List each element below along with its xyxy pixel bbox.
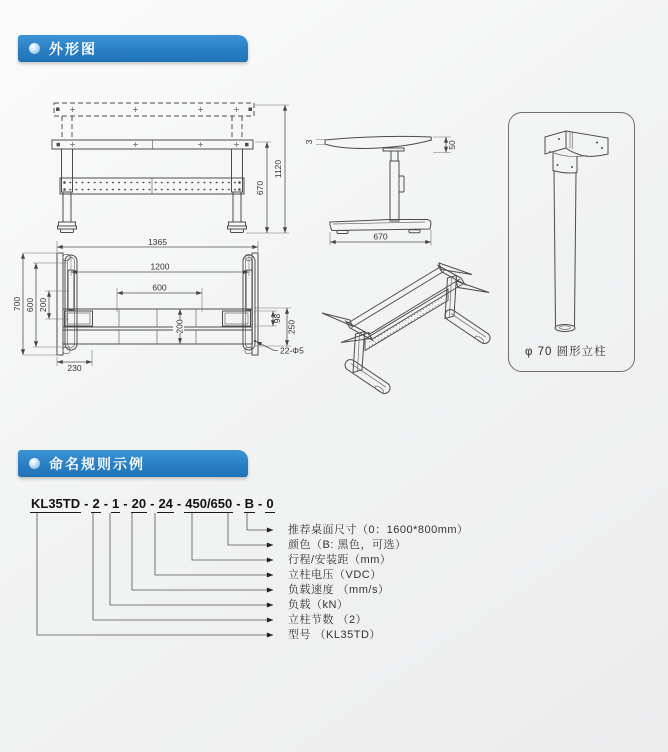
top-view-drawing xyxy=(12,237,315,374)
naming-label-stroke: 行程/安装距（mm） xyxy=(288,554,392,566)
bullet-icon xyxy=(29,43,40,54)
side-view-drawing xyxy=(305,103,470,253)
code-separator: - xyxy=(123,496,128,511)
dim-bracket-height: 98 xyxy=(272,313,282,324)
column-drawing xyxy=(509,113,636,373)
left-foot xyxy=(58,222,77,233)
naming-label-sections: 立柱节数 （2） xyxy=(288,614,368,626)
dim-foot-width: 230 xyxy=(67,363,82,373)
code-separator: - xyxy=(176,496,182,511)
dim-beam-width: 200 xyxy=(174,319,185,334)
right-foot xyxy=(228,222,247,233)
isometric-frame-drawing xyxy=(320,250,505,405)
code-separator: - xyxy=(103,496,109,511)
code-segment-model: KL35TD xyxy=(31,496,81,511)
code-separator: - xyxy=(257,496,263,511)
bullet-icon xyxy=(29,458,40,469)
naming-label-voltage: 立柱电压（VDC） xyxy=(288,569,382,581)
code-segment-load: 1 xyxy=(112,496,120,511)
dim-depth-total: 700 xyxy=(12,296,22,312)
code-segment-sections: 2 xyxy=(92,496,100,511)
dim-top-drop: 50 xyxy=(447,140,457,150)
dim-total-width: 1365 xyxy=(148,237,167,247)
code-segment-voltage: 24 xyxy=(158,496,173,511)
column-detail-panel xyxy=(508,112,635,372)
naming-label-load: 负载（kN） xyxy=(288,599,349,611)
dim-top-thickness: 3 xyxy=(304,139,314,145)
code-separator: - xyxy=(150,496,155,511)
code-separator: - xyxy=(236,496,241,511)
iso-right-foot xyxy=(443,307,493,346)
section-header-outline xyxy=(18,35,248,62)
naming-label-desktop-size: 推荐桌面尺寸（0：1600*800mm） xyxy=(288,524,469,536)
code-segment-stroke: 450/650 xyxy=(185,496,233,511)
code-segment-color: B xyxy=(244,496,254,511)
dim-beam-band: 250 xyxy=(286,319,297,335)
column-caption: φ 70 圆形立柱 xyxy=(525,346,607,358)
naming-label-model: 型号 （KL35TD） xyxy=(288,629,381,641)
naming-label-speed: 负载速度 （mm/s） xyxy=(288,584,390,596)
model-code xyxy=(30,496,275,513)
dim-holes: 22-Φ5 xyxy=(280,345,304,356)
dim-leg-span: 1200 xyxy=(150,261,170,272)
section-title: 外形图 xyxy=(49,40,97,57)
control-box xyxy=(399,176,404,192)
dim-foot-length: 670 xyxy=(373,231,388,242)
dim-max-height: 1120 xyxy=(273,159,283,179)
code-segment-desktop: 0 xyxy=(266,496,274,511)
dim-rail-height: 670 xyxy=(255,180,265,196)
front-view-drawing xyxy=(40,92,290,244)
dim-center-span: 600 xyxy=(152,282,167,293)
code-separator: - xyxy=(84,496,89,511)
iso-left-foot xyxy=(343,357,393,396)
naming-label-color: 颜色（B: 黑色，可选） xyxy=(288,539,407,551)
naming-rule-diagram xyxy=(30,496,645,666)
dim-left-offset: 200 xyxy=(38,297,48,313)
section-header-naming xyxy=(18,450,248,477)
section-title: 命名规则示例 xyxy=(49,455,145,472)
code-segment-speed: 20 xyxy=(131,496,147,511)
dim-foot-depth: 600 xyxy=(25,297,35,313)
